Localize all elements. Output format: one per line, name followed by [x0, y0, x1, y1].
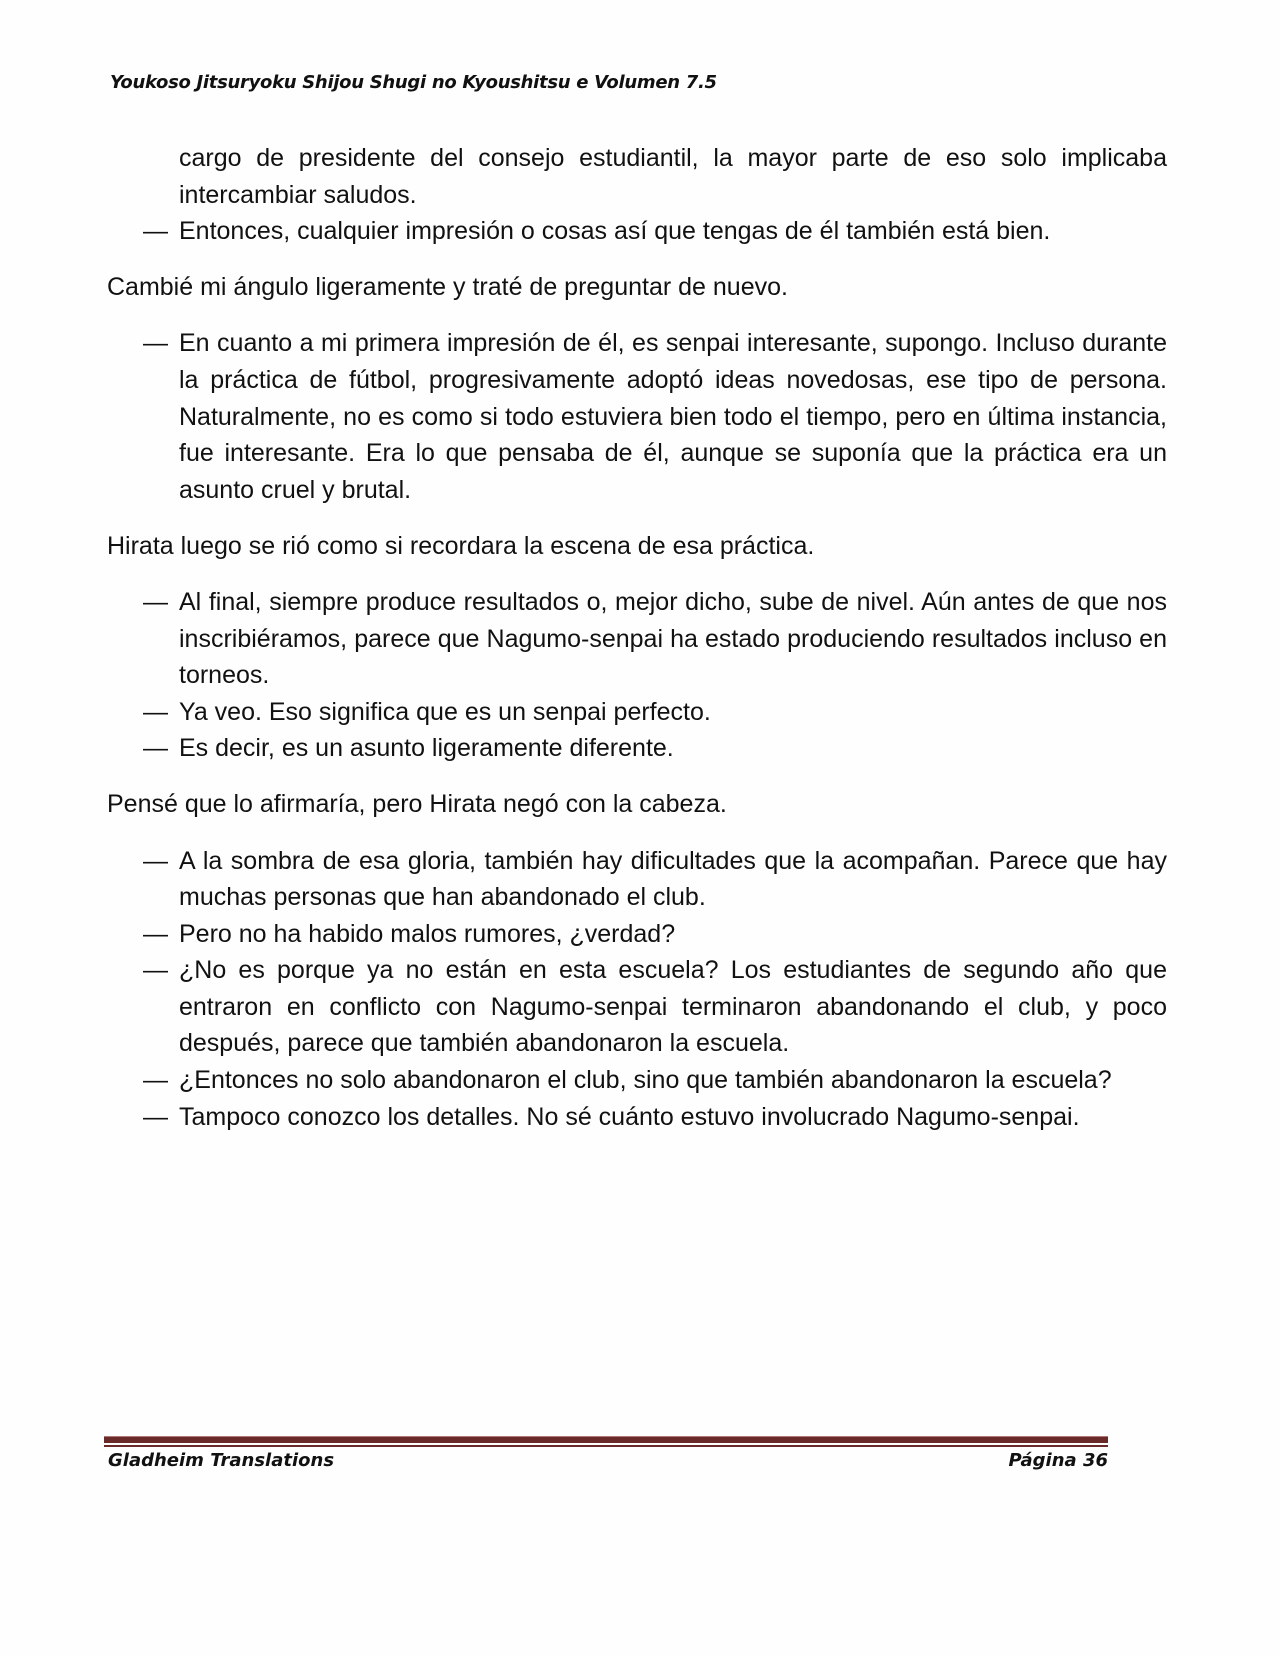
- dialogue-text: Entonces, cualquier impresión o cosas así que tengas de él también está bien.: [179, 217, 1051, 246]
- dialogue-text: ¿No es porque ya no están en esta escuela? Los estudiantes de segundo año que entraron en conflicto con Nagumo-senpai terminaron abandonando el club, y poco después, parece que también abandonaron la escuela.: [179, 956, 1167, 1058]
- dialogue-line: [107, 1062, 1167, 1099]
- dialogue-text: Al final, siempre produce resultados o, mejor dicho, sube de nivel. Aún antes de que nos inscribiéramos, parece que Nagumo-senpai ha estado produciendo resultados incluso en torneos.: [179, 587, 1167, 690]
- em-dash: —: [143, 1066, 168, 1095]
- narration-paragraph: Hirata luego se rió como si recordara la escena de esa práctica.: [107, 531, 815, 560]
- narration-paragraph: Cambié mi ángulo ligeramente y traté de preguntar de nuevo.: [107, 273, 788, 302]
- dialogue-text: Pero no ha habido malos rumores, ¿verdad?: [179, 919, 676, 948]
- em-dash: —: [143, 587, 168, 616]
- em-dash: —: [143, 919, 168, 948]
- dialogue-text: Tampoco conozco los detalles. No sé cuánto estuvo involucrado Nagumo-senpai.: [179, 1102, 1080, 1131]
- footer-rule-thin: [104, 1445, 1108, 1447]
- dialogue-text: Ya veo. Eso significa que es un senpai perfecto.: [179, 697, 711, 726]
- em-dash: —: [143, 956, 168, 985]
- dialogue-line: [107, 843, 1167, 916]
- dialogue-line: [107, 916, 1167, 953]
- dialogue-block: [107, 140, 1167, 250]
- dialogue-text: Es decir, es un asunto ligeramente diferente.: [179, 734, 674, 763]
- dialogue-text: cargo de presidente del consejo estudiantil, la mayor parte de eso solo implicaba intercambiar saludos.: [179, 144, 1167, 209]
- dialogue-text: En cuanto a mi primera impresión de él, es senpai interesante, supongo. Incluso durante la práctica de fútbol, progresivamente adoptó ideas novedosas, ese tipo de persona. Naturalmente, no es como si todo estuviera bien todo el tiempo, pero en última instancia, fue interesante. Era lo que pensaba de él, aunque se suponía que la práctica era un asunto cruel y brutal.: [179, 329, 1167, 504]
- dialogue-line: [107, 584, 1167, 694]
- dialogue-line: [107, 213, 1167, 250]
- dialogue-block: [107, 325, 1167, 508]
- footer-publisher: Gladheim Translations: [108, 1450, 335, 1471]
- dialogue-line: [107, 1099, 1167, 1136]
- dialogue-line: [107, 140, 1167, 213]
- footer-rule: [104, 1436, 1108, 1447]
- dialogue-line: [107, 952, 1167, 1062]
- dialogue-text: ¿Entonces no solo abandonaron el club, sino que también abandonaron la escuela?: [179, 1066, 1112, 1095]
- narration-paragraph: Pensé que lo afirmaría, pero Hirata negó con la cabeza.: [107, 790, 727, 819]
- em-dash: —: [143, 697, 168, 726]
- dialogue-line: [107, 325, 1167, 508]
- em-dash: —: [143, 329, 168, 358]
- dialogue-line: [107, 730, 1167, 767]
- dialogue-block: [107, 584, 1167, 767]
- page-body: [107, 140, 1167, 1155]
- dialogue-text: A la sombra de esa gloria, también hay dificultades que la acompañan. Parece que hay muchas personas que han abandonado el club.: [179, 846, 1167, 912]
- running-header: Youkoso Jitsuryoku Shijou Shugi no Kyoushitsu e Volumen 7.5: [110, 72, 717, 93]
- dialogue-block: [107, 843, 1167, 1136]
- em-dash: —: [143, 846, 168, 875]
- em-dash: —: [143, 734, 168, 763]
- page-number: Página 36: [1008, 1450, 1108, 1471]
- dialogue-line: [107, 694, 1167, 731]
- em-dash: —: [143, 217, 168, 246]
- em-dash: —: [143, 1102, 168, 1131]
- footer-rule-thick: [104, 1436, 1108, 1443]
